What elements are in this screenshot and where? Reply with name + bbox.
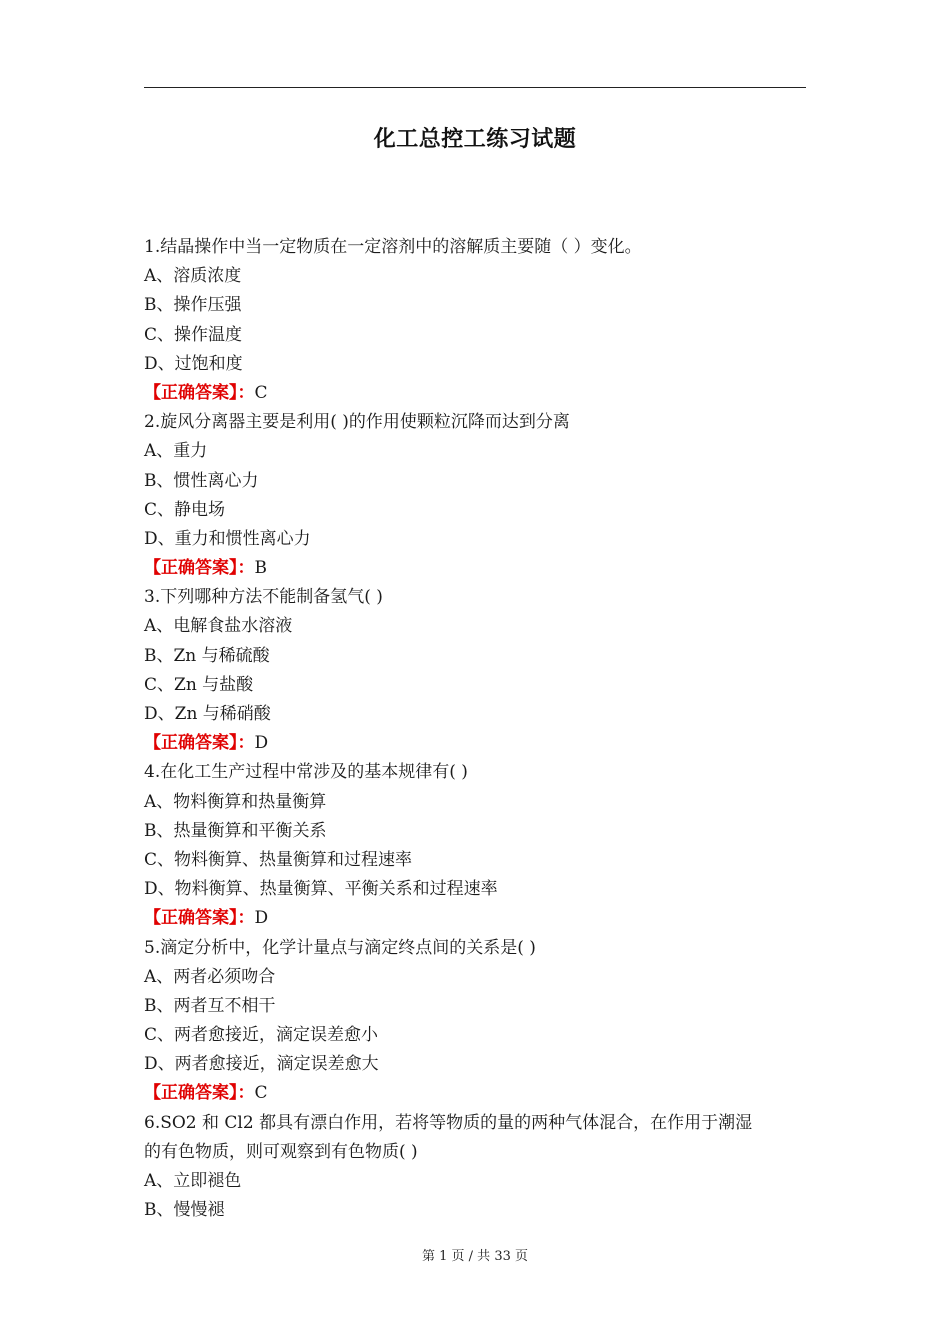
question-stem-3: 3.下列哪种方法不能制备氢气( ) [144, 587, 383, 608]
question-stem-4: 4.在化工生产过程中常涉及的基本规律有( ) [144, 762, 468, 783]
answer-line-3 [144, 729, 808, 758]
answer-line-4 [144, 904, 808, 933]
answer-tag: 【正确答案】： [144, 1083, 255, 1104]
answer-value-2: B [254, 558, 267, 579]
answer-tag: 【正确答案】： [144, 733, 255, 754]
answer-line-5 [144, 1079, 808, 1108]
option-1d: D、过饱和度 [144, 353, 243, 374]
option-5a: A、两者必须吻合 [144, 966, 276, 987]
option-3d: D、Zn 与稀硝酸 [144, 704, 271, 724]
option-3b: B、Zn 与稀硫酸 [144, 645, 270, 666]
option-5d: D、两者愈接近，滴定误差愈大 [144, 1054, 379, 1075]
option-6b: B、慢慢褪 [144, 1200, 225, 1221]
option-3c: C、Zn 与盐酸 [144, 674, 254, 695]
option-1c: C、操作温度 [144, 324, 243, 345]
option-4a: A、物料衡算和热量衡算 [144, 791, 327, 812]
question-stem-5: 5.滴定分析中，化学计量点与滴定终点间的关系是( ) [144, 937, 536, 958]
document-title: 化工总控工练习试题 [373, 127, 577, 152]
question-list [144, 233, 808, 1225]
answer-value-5: C [254, 1083, 268, 1104]
answer-tag: 【正确答案】： [144, 908, 255, 929]
option-2b: B、惯性离心力 [144, 470, 259, 491]
option-2a: A、重力 [144, 441, 208, 462]
question-stem-1: 1.结晶操作中当一定物质在一定溶剂中的溶解质主要随（ ）变化。 [144, 237, 642, 257]
option-4d: D、物料衡算、热量衡算、平衡关系和过程速率 [144, 879, 498, 900]
answer-line-1 [144, 379, 808, 408]
question-stem-2: 2.旋风分离器主要是利用( )的作用使颗粒沉降而达到分离 [144, 412, 570, 433]
option-5b: B、两者互不相干 [144, 995, 276, 1016]
answer-line-2 [144, 554, 808, 583]
question-stem-6-line2: 的有色物质，则可观察到有色物质( ) [144, 1141, 418, 1162]
option-4c: C、物料衡算、热量衡算和过程速率 [144, 849, 413, 870]
header-rule [144, 87, 806, 88]
option-4b: B、热量衡算和平衡关系 [144, 820, 327, 841]
question-stem-6-line1: 6.SO2 和 Cl2 都具有漂白作用，若将等物质的量的两种气体混合，在作用于潮湿 [144, 1112, 753, 1133]
option-2c: C、静电场 [144, 499, 226, 520]
answer-value-1: C [254, 382, 268, 403]
option-6a: A、立即褪色 [144, 1171, 242, 1191]
answer-value-4: D [254, 908, 269, 929]
page-footer: 第 1 页 / 共 33 页 [422, 1249, 528, 1264]
answer-value-3: D [254, 733, 269, 754]
option-3a: A、电解食盐水溶液 [144, 616, 293, 637]
answer-tag: 【正确答案】： [144, 558, 255, 579]
answer-tag: 【正确答案】： [144, 382, 255, 403]
option-2d: D、重力和惯性离心力 [144, 528, 311, 549]
option-5c: C、两者愈接近，滴定误差愈小 [144, 1025, 379, 1046]
option-1b: B、操作压强 [144, 295, 242, 316]
option-1a: A、溶质浓度 [144, 266, 242, 287]
